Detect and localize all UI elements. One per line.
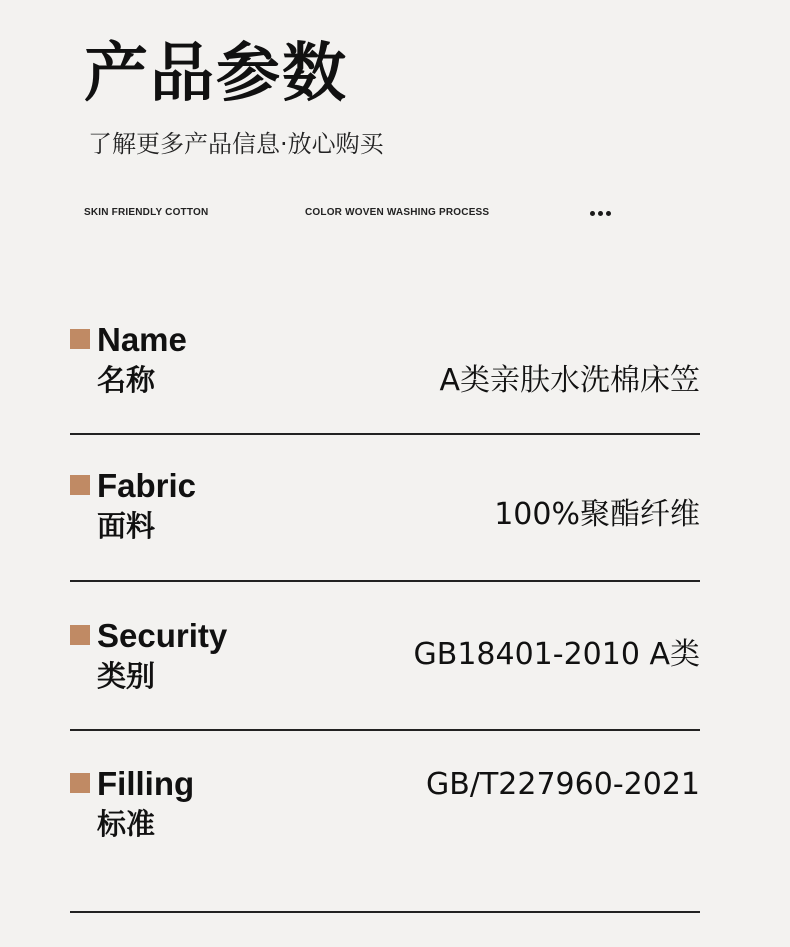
param-row-security [70,616,700,731]
param-label-cn: 标准 [97,807,156,841]
page-subtitle: 了解更多产品信息·放心购买 [88,130,384,158]
row-divider [70,911,700,913]
param-value: A类亲肤水洗棉床笠 [439,363,700,398]
param-row-name [70,320,700,435]
param-label-cn: 类别 [97,659,156,693]
square-bullet-icon [70,625,90,645]
row-divider [70,580,700,582]
row-divider [70,433,700,435]
param-value: GB18401-2010 A类 [413,637,700,672]
square-bullet-icon [70,329,90,349]
square-bullet-icon [70,773,90,793]
param-label-en: Name [97,321,187,358]
page-title: 产品参数 [84,37,348,111]
more-dots-icon [590,205,611,221]
param-label-cn: 名称 [97,363,156,397]
feature-tag-skin-friendly: SKIN FRIENDLY COTTON [84,207,209,218]
feature-tag-washing-process: COLOR WOVEN WASHING PROCESS [305,207,490,218]
square-bullet-icon [70,475,90,495]
row-divider [70,729,700,731]
param-label-en: Security [97,617,228,654]
param-value: 100%聚酯纤维 [494,497,700,532]
param-row-fabric [70,466,700,582]
param-value: GB/T227960-2021 [426,767,700,802]
param-row-filling [70,764,700,913]
param-label-en: Fabric [97,467,197,504]
param-label-en: Filling [97,765,195,802]
param-label-cn: 面料 [97,509,156,543]
